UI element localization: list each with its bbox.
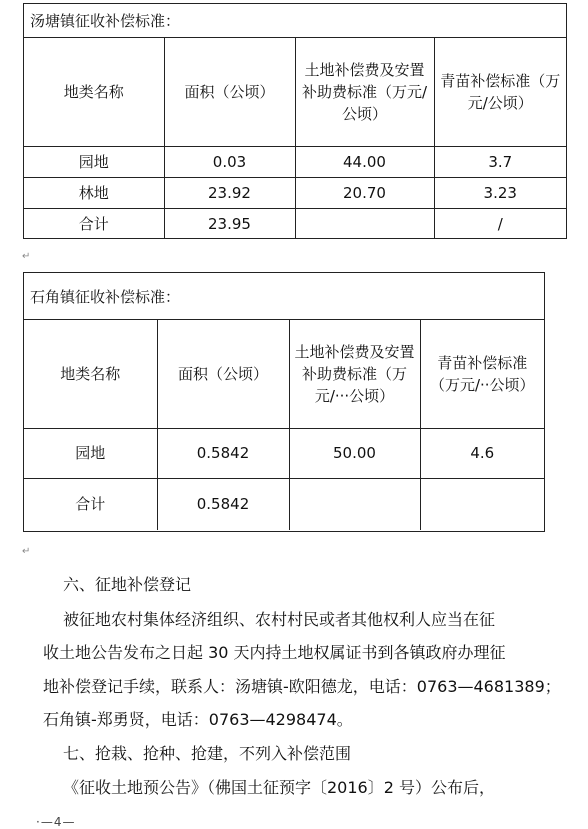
cell: 园地 <box>24 146 164 177</box>
table-title-text: 石角镇征收补偿标准： <box>30 287 181 306</box>
table-row <box>24 177 566 208</box>
page-number-value: 4 <box>53 815 63 829</box>
paragraph-mark-icon: ↵ <box>22 546 31 557</box>
paragraph-mark-icon: ↵ <box>22 251 31 262</box>
cell: 4.6 <box>420 428 544 478</box>
cell: 23.95 <box>164 208 295 239</box>
body-text-line: 石角镇-郑勇贤，电话：0763—4298474。 <box>43 710 353 729</box>
cell <box>295 208 434 239</box>
cell: 合计 <box>24 208 164 239</box>
header-row <box>24 38 566 146</box>
table-title-text: 汤塘镇征收补偿标准： <box>30 12 181 30</box>
table-shijiao <box>23 272 545 532</box>
cell: 44.00 <box>295 146 434 177</box>
header-cell: 青苗补偿标准（万元/公顷） <box>434 38 566 146</box>
body-text-line: 《征收土地预公告》（佛国土征预字〔2016〕2 号）公布后， <box>63 778 495 797</box>
cell: 23.92 <box>164 177 295 208</box>
table-tangtang <box>23 3 567 239</box>
cell: 0.5842 <box>157 478 289 530</box>
header-cell: 地类名称 <box>24 320 157 428</box>
cell <box>420 478 544 530</box>
table-title <box>24 4 566 38</box>
table-title <box>24 273 544 320</box>
body-text-line: 收土地公告发布之日起 30 天内持土地权属证书到各镇政府办理征 <box>43 643 506 662</box>
compensation-table <box>24 38 566 239</box>
body-text-line: 地补偿登记手续，联系人：汤塘镇-欧阳德龙，电话：0763—4681389； <box>43 677 561 696</box>
section-heading: 七、抢栽、抢种、抢建，不列入补偿范围 <box>63 744 352 763</box>
cell: 20.70 <box>295 177 434 208</box>
cell: 0.5842 <box>157 428 289 478</box>
header-cell: 土地补偿费及安置补助费标准（万元/···公顷） <box>289 320 420 428</box>
header-cell: 面积（公顷） <box>157 320 289 428</box>
table-row <box>24 208 566 239</box>
table-row <box>24 146 566 177</box>
cell: 0.03 <box>164 146 295 177</box>
cell: 3.23 <box>434 177 566 208</box>
header-cell: 土地补偿费及安置补助费标准（万元/公顷） <box>295 38 434 146</box>
cell: 3.7 <box>434 146 566 177</box>
header-cell: 青苗补偿标准（万元/··公顷） <box>420 320 544 428</box>
header-cell: 面积（公顷） <box>164 38 295 146</box>
cell: 合计 <box>24 478 157 530</box>
header-cell: 地类名称 <box>24 38 164 146</box>
cell: 园地 <box>24 428 157 478</box>
cell: 林地 <box>24 177 164 208</box>
table-row <box>24 428 544 478</box>
cell <box>289 478 420 530</box>
compensation-table <box>24 320 544 530</box>
header-row <box>24 320 544 428</box>
page-number: ·—4— <box>36 815 76 829</box>
cell: / <box>434 208 566 239</box>
table-row <box>24 478 544 530</box>
section-heading: 六、征地补偿登记 <box>63 575 192 594</box>
body-text-line: 被征地农村集体经济组织、农村村民或者其他权利人应当在征 <box>63 610 496 629</box>
cell: 50.00 <box>289 428 420 478</box>
